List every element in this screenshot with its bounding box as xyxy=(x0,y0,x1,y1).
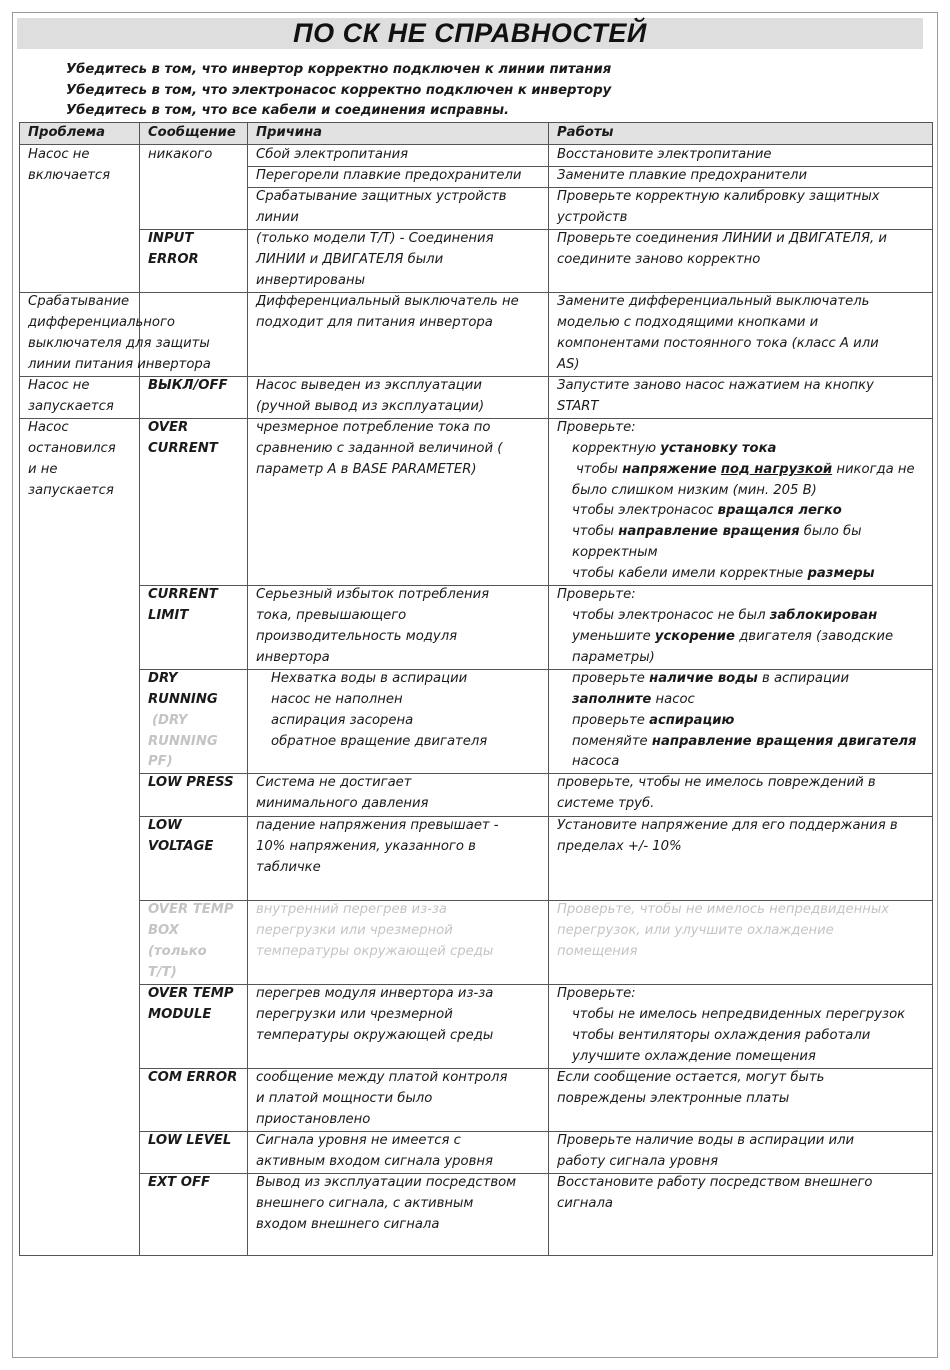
troubleshooting-table xyxy=(19,122,933,1256)
action-cell: Замените дифференциальный выключатель моделью с подходящими кнопками и компонентами постоянного тока (класс А или AS) xyxy=(557,294,879,372)
cause-cell: Насос выведен из эксплуатации (ручной вывод из эксплуатации) xyxy=(256,378,485,414)
cause-cell: чрезмерное потребление тока по сравнению с заданной величиной ( параметр А в BASE PARAMETER) xyxy=(256,420,503,477)
action-cell: Проверьте: чтобы не имелось непредвиденных перегрузок чтобы вентиляторы охлаждения работали улучшите охлаждение помещения xyxy=(557,986,906,1064)
action-cell: Проверьте наличие воды в аспирации или работу сигнала уровня xyxy=(557,1133,855,1169)
message-cell: OVER TEMP MODULE xyxy=(148,986,234,1022)
header-action: Работы xyxy=(557,125,614,140)
cause-cell: Сбой электропитания xyxy=(256,147,409,162)
cause-cell: Срабатывание защитных устройств линии xyxy=(256,189,507,225)
header-cause: Причина xyxy=(256,125,323,140)
header-problem: Проблема xyxy=(28,125,106,140)
notes xyxy=(66,60,611,122)
problem-cell: Насос не запускается xyxy=(28,378,114,414)
action-cell: Проверьте корректную калибровку защитных устройств xyxy=(557,189,880,225)
action-cell: Замените плавкие предохранители xyxy=(557,168,808,183)
cause-cell: внутренний перегрев из-за перегрузки или чрезмерной температуры окружающей среды xyxy=(256,902,494,959)
action-cell: Проверьте: чтобы электронасос не был заблокирован уменьшите ускорение двигателя (заводские параметры) xyxy=(557,587,894,665)
message-cell: никакого xyxy=(148,147,213,162)
title-bar xyxy=(17,18,923,49)
note-line: Убедитесь в том, что все кабели и соединения исправны. xyxy=(66,103,510,119)
cause-cell: Система не достигает минимального давления xyxy=(256,775,429,811)
problem-cell: Срабатывание дифференциального выключателя для защиты линии питания инвертора xyxy=(28,294,211,372)
message-cell: OVER TEMP BOX (только T/T) xyxy=(148,902,234,980)
cause-cell: (только модели T/T) - Соединения ЛИНИИ и ДВИГАТЕЛЯ были инвертированы xyxy=(256,231,494,288)
action-cell: Проверьте соединения ЛИНИИ и ДВИГАТЕЛЯ, и соедините заново корректно xyxy=(557,231,887,267)
cause-cell: Серьезный избыток потребления тока, превышающего производительность модуля инвертора xyxy=(256,587,490,665)
cause-cell: Перегорели плавкие предохранители xyxy=(256,168,522,183)
cause-cell: сообщение между платой контроля и платой мощности было приостановлено xyxy=(256,1070,508,1127)
message-cell: DRY RUNNING (DRY RUNNING PF) xyxy=(148,671,218,770)
page-title: ПО СК НЕ СПРАВНОСТЕЙ xyxy=(293,18,647,48)
header-message: Сообщение xyxy=(148,125,236,140)
action-cell: Восстановите электропитание xyxy=(557,147,772,162)
message-cell: COM ERROR xyxy=(148,1070,238,1085)
problem-cell: Насос остановился и не запускается xyxy=(28,420,116,498)
problem-cell: Насос не включается xyxy=(28,147,111,183)
action-cell: проверьте наличие воды в аспирации заполните насос проверьте аспирацию поменяйте направление вращения двигателя насоса xyxy=(572,671,917,770)
message-cell: LOW PRESS xyxy=(148,775,234,790)
action-cell: Если сообщение остается, могут быть повреждены электронные платы xyxy=(557,1070,825,1106)
cause-cell: Дифференциальный выключатель не подходит для питания инвертора xyxy=(256,294,519,330)
message-cell: EXT OFF xyxy=(148,1175,210,1190)
note-line: Убедитесь в том, что электронасос корректно подключен к инвертору xyxy=(66,82,612,98)
cause-cell: Нехватка воды в аспирации насос не наполнен аспирация засорена обратное вращение двигателя xyxy=(271,671,488,749)
action-cell: Восстановите работу посредством внешнего сигнала xyxy=(557,1175,873,1211)
message-cell: OVER CURRENT xyxy=(148,420,218,456)
message-cell: LOW LEVEL xyxy=(148,1133,232,1148)
note-line: Убедитесь в том, что инвертор корректно подключен к линии питания xyxy=(66,62,612,77)
message-cell: LOW VOLTAGE xyxy=(148,818,214,854)
cause-cell: Сигнала уровня не имеется с активным входом сигнала уровня xyxy=(256,1133,493,1169)
action-cell: Установите напряжение для его поддержания в пределах +/- 10% xyxy=(557,818,898,854)
cause-cell: Вывод из эксплуатации посредством внешнего сигнала, с активным входом внешнего сигнала xyxy=(256,1175,517,1232)
cause-cell: падение напряжения превышает - 10% напряжения, указанного в табличке xyxy=(256,818,499,875)
cause-cell: перегрев модуля инвертора из-за перегрузки или чрезмерной температуры окружающей среды xyxy=(256,986,494,1043)
action-cell: проверьте, чтобы не имелось повреждений в системе труб. xyxy=(557,775,876,811)
message-cell: CURRENT LIMIT xyxy=(148,587,218,623)
message-cell: ВЫКЛ/OFF xyxy=(148,378,228,393)
action-cell: Проверьте: корректную установку тока чтобы напряжение под нагрузкой никогда не было слишком низким (мин. 205 В) чтобы электронасос вращался легко чтобы направление вращения было бы корректным чтобы кабели имели корректные размеры xyxy=(557,420,915,581)
action-cell: Проверьте, чтобы не имелось непредвиденных перегрузок, или улучшите охлаждение помещения xyxy=(557,902,890,959)
message-cell: INPUT ERROR xyxy=(148,231,199,267)
action-cell: Запустите заново насос нажатием на кнопку START xyxy=(557,378,874,414)
